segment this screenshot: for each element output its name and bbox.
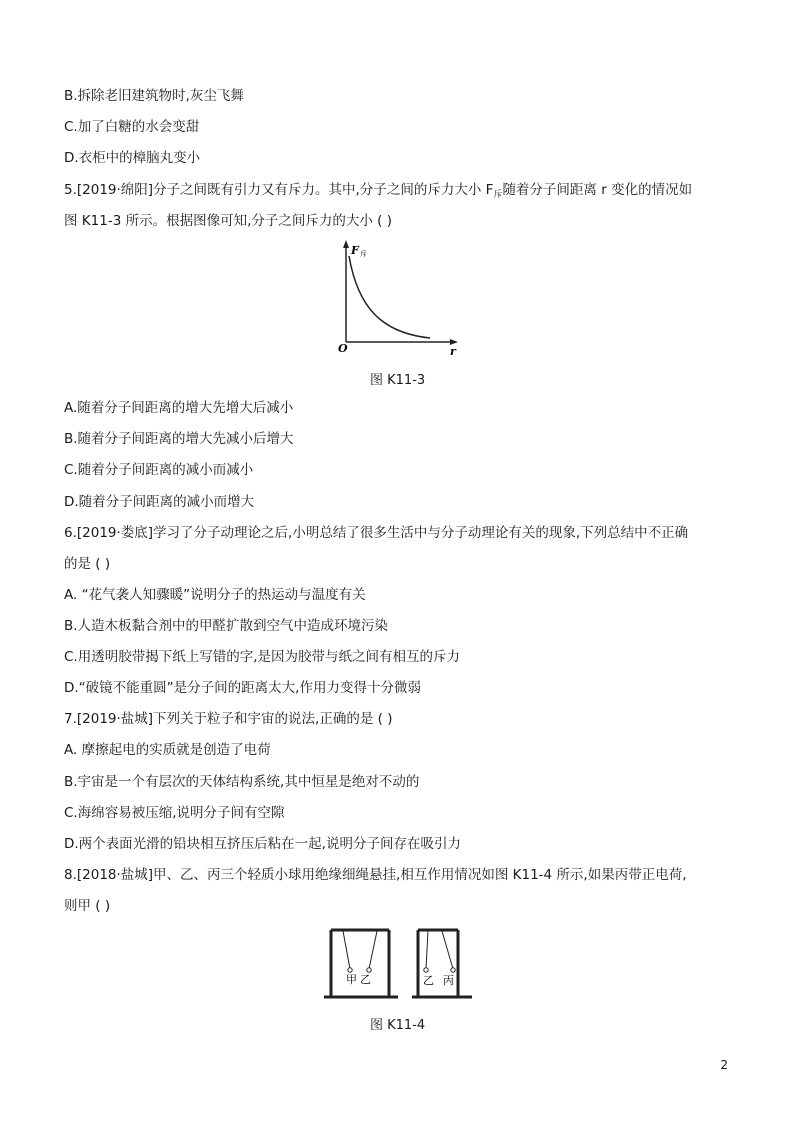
figure-caption: 图 K11-4 xyxy=(370,1018,426,1033)
hanging-balls-figure xyxy=(320,924,480,1004)
ball xyxy=(451,968,455,972)
page-number: 2 xyxy=(720,1058,728,1072)
y-axis-arrow xyxy=(343,240,349,248)
origin-label: O xyxy=(338,342,348,355)
option-line: D.两个表面光滑的铅块相互挤压后粘在一起,说明分子间存在吸引力 xyxy=(64,836,461,852)
question-6-stem: 6.[2019·娄底]学习了分子动理论之后,小明总结了很多生活中与分子动理论有关的现象,下列总结中不正确 xyxy=(64,525,689,541)
thread xyxy=(426,931,428,969)
x-axis-label: r xyxy=(450,345,456,358)
option-line: D.“破镜不能重圆”是分子间的距离太大,作用力变得十分微弱 xyxy=(64,680,421,696)
question-8-stem-cont: 则甲 ( ) xyxy=(64,898,111,914)
option-line: A. 摩擦起电的实质就是创造了电荷 xyxy=(64,742,271,758)
ball xyxy=(424,968,428,972)
question-5-stem-cont: 图 K11-3 所示。根据图像可知,分子之间斥力的大小 ( ) xyxy=(64,213,392,229)
y-axis-label-sub: 斥 xyxy=(360,250,367,258)
question-7-stem: 7.[2019·盐城]下列关于粒子和宇宙的说法,正确的是 ( ) xyxy=(64,711,393,727)
option-line: A.随着分子间距离的增大先增大后减小 xyxy=(64,400,294,416)
figure-caption: 图 K11-3 xyxy=(370,373,426,388)
repulsion-curve xyxy=(349,256,430,338)
repulsion-force-graph xyxy=(332,238,462,358)
option-line: C.用透明胶带揭下纸上写错的字,是因为胶带与纸之间有相互的斥力 xyxy=(64,649,461,665)
ball-label: 甲 xyxy=(346,973,357,986)
option-line: C.海绵容易被压缩,说明分子间有空隙 xyxy=(64,805,285,821)
option-line: B.拆除老旧建筑物时,灰尘飞舞 xyxy=(64,88,244,104)
ball xyxy=(367,968,371,972)
option-line: C.加了白糖的水会变甜 xyxy=(64,119,200,135)
option-line: B.宇宙是一个有层次的天体结构系统,其中恒星是绝对不动的 xyxy=(64,774,420,790)
thread xyxy=(442,931,453,969)
question-6-stem-cont: 的是 ( ) xyxy=(64,556,111,572)
ball-label: 丙 xyxy=(443,974,454,987)
thread xyxy=(343,931,350,969)
option-line: D.随着分子间距离的减小而增大 xyxy=(64,494,255,510)
option-line: B.随着分子间距离的增大先减小后增大 xyxy=(64,431,294,447)
option-line: B.人造木板黏合剂中的甲醛扩散到空气中造成环境污染 xyxy=(64,618,389,634)
option-line: D.衣柜中的樟脑丸变小 xyxy=(64,150,201,166)
option-line: A. “花气袭人知骤暖”说明分子的热运动与温度有关 xyxy=(64,587,366,603)
question-8-stem: 8.[2018·盐城]甲、乙、丙三个轻质小球用绝缘细绳悬挂,相互作用情况如图 K11-4 所示,如果丙带正电荷, xyxy=(64,867,687,883)
y-axis-label: F xyxy=(351,244,359,257)
question-5-stem: 5.[2019·绵阳]分子之间既有引力又有斥力。其中,分子之间的斥力大小 $F_斥$随着分子间距离 r 变化的情况如 xyxy=(64,182,693,200)
ball xyxy=(348,968,352,972)
ball-label: 乙 xyxy=(360,973,371,986)
option-line: C.随着分子间距离的减小而减小 xyxy=(64,462,254,478)
thread xyxy=(369,931,377,969)
ball-label: 乙 xyxy=(423,974,434,987)
